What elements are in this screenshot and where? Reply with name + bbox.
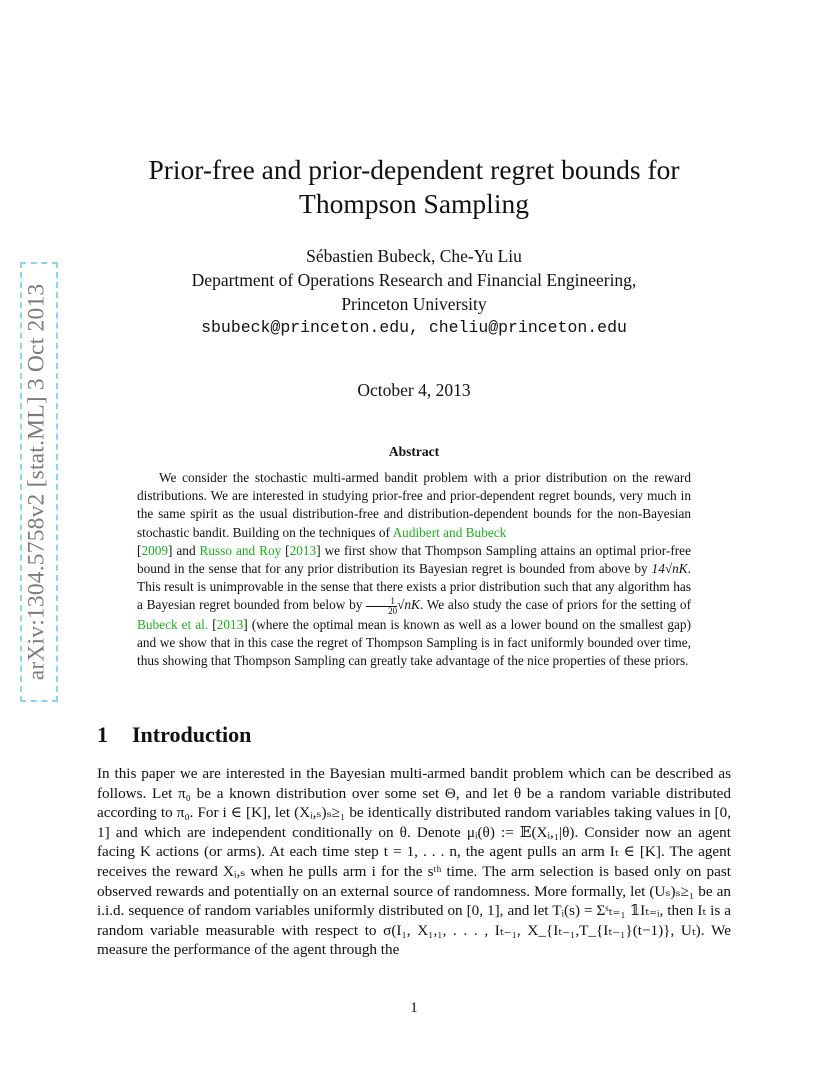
abstract-body: We consider the stochastic multi-armed bandit problem with a prior distribution on the reward distributions. We are interested in studying prior-free and prior-dependent regret bounds, very much in the same spirit as the usual distribution-free and distribution-dependent bounds for the non-Bayesian stochastic bandit. Building on the techniques of Audibert and Bubeck [2009] and Russo and Roy [2013] we first show that Thompson Sampling attains an optimal prior-free bound in the sense that for any prior distribution its Bayesian regret is bounded from above by 14√nK. This result is unimprovable in the sense that there exists a prior distribution such that any algorithm has a Bayesian regret bounded from below by $\frac{1}{20}$ √nK. We also study the case of priors for the setting of Bubeck et al. [2013] (where the optimal mean is known as well as a lower bound on the smallest gap) and we show that in this case the regret of Thompson Sampling is in fact uniformly bounded over time, thus showing that Thompson Sampling can greatly take advantage of the nice properties of these priors. (137, 470, 691, 669)
section-title: Introduction (132, 722, 252, 747)
fraction-one-twentieth (366, 597, 397, 616)
section-number: 1 (97, 722, 108, 747)
arxiv-identifier: arXiv:1304.5758v2 [stat.ML] 3 Oct 2013 (23, 283, 50, 681)
citation-link-bubeck-et-al[interactable]: Bubeck et al. (137, 616, 209, 632)
paper-title (110, 153, 718, 221)
abstract-text-5: (where the optimal mean is known as well as a lower bound on the smallest gap) and we show that in this case the regret of Thompson Sampling is in fact uniformly bounded over time, thus showing that Thompson Sampling can greatly take advantage of the nice properties of these priors. (137, 616, 691, 669)
abstract-text-3: . This result is unimprovable in the sense that there exists a prior distribution such that any algorithm has a Bayesian regret bounded from below by (137, 561, 691, 613)
paper-date: October 4, 2013 (357, 380, 471, 400)
lower-bound-formula: √nK (397, 597, 420, 613)
citation-year-2009[interactable]: 2009 (141, 542, 169, 558)
citation-year-2013-a[interactable]: 2013 (289, 542, 317, 558)
abstract-text-2: we first show that Thompson Sampling attains an optimal prior-free bound in the sense that for any prior distribution its Bayesian regret is bounded from above by (137, 542, 691, 577)
abstract-heading: Abstract (388, 444, 440, 459)
author-names: Sébastien Bubeck, Che-Yu Liu (306, 246, 522, 266)
citation-year-2013-b[interactable]: 2013 (216, 616, 244, 632)
abstract-text-4: . We also study the case of priors for the setting of (419, 597, 691, 613)
abstract-and: and (172, 542, 200, 558)
upper-bound-formula: 14√nK (651, 561, 688, 577)
abstract-text-1: We consider the stochastic multi-armed bandit problem with a prior distribution on the reward distributions. We are interested in studying prior-free and prior-dependent regret bounds, very much in the same spirit as the usual distribution-free and distribution-dependent bounds for the non-Bayesian stochastic bandit. Building on the techniques of (137, 470, 691, 540)
fraction-numerator: 1 (366, 597, 397, 607)
author-university: Princeton University (341, 294, 487, 314)
title-line-2: Thompson Sampling (299, 188, 529, 219)
title-line-1: Prior-free and prior-dependent regret bounds for (148, 154, 680, 185)
author-block (110, 244, 718, 340)
author-department: Department of Operations Research and Financial Engineering, (191, 270, 637, 290)
page-number: 1 (410, 1000, 418, 1016)
fraction-denominator: 20 (388, 605, 398, 616)
citation-link-audibert-bubeck[interactable]: Audibert and Bubeck (392, 524, 507, 540)
introduction-paragraph: In this paper we are interested in the Bayesian multi-armed bandit problem which can be described as follows. Let π₀ be a known distribution over some set Θ, and let θ be a random variable distributed according to π₀. For i ∈ [K], let (Xᵢ,ₛ)ₛ≥₁ be identically distributed random variables taking values in [0, 1] and which are independent conditionally on θ. Denote μᵢ(θ) := 𝔼(Xᵢ,₁|θ). Consider now an agent facing K actions (or arms). At each time step t = 1, . . . n, the agent pulls an arm Iₜ ∈ [K]. The agent receives the reward Xᵢ,ₛ when he pulls arm i for the sᵗʰ time. The arm selection is based only on past observed rewards and potentially on an external source of randomness. More formally, let (Uₛ)ₛ≥₁ be an i.i.d. sequence of random variables uniformly distributed on [0, 1], and let Tᵢ(s) = Σˢₜ₌₁ 𝟙Iₜ₌ᵢ, then Iₜ is a random variable measurable with respect to σ(I₁, X₁,₁, . . . , Iₜ₋₁, X_{Iₜ₋₁,T_{Iₜ₋₁}(t−1)}, Uₜ). We measure the performance of the agent through the (97, 765, 731, 959)
section-heading-introduction (97, 722, 251, 748)
author-emails: sbubeck@princeton.edu, cheliu@princeton.edu (201, 318, 627, 337)
citation-link-russo-roy[interactable]: Russo and Roy (199, 542, 282, 558)
